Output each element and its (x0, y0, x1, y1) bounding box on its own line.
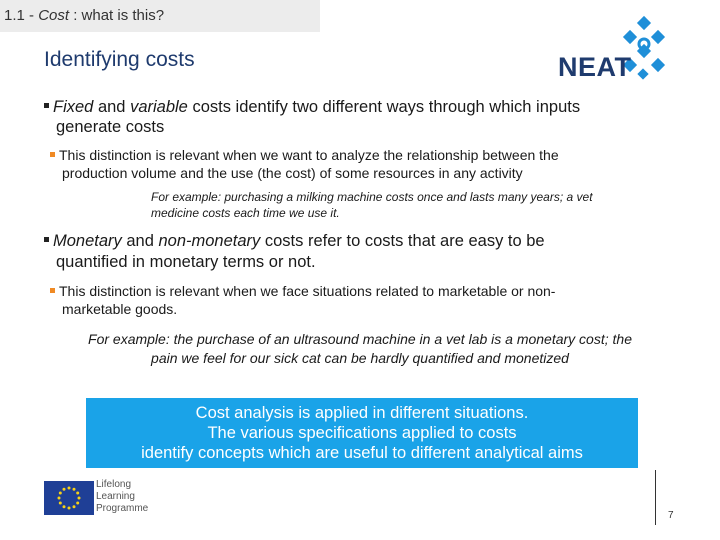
bullet-square-icon (44, 103, 49, 108)
bullet-fixed-variable: Fixed and variable costs identify two different ways through which inputs (44, 97, 580, 117)
example-ultrasound (40, 330, 680, 368)
sub-bullet-square-icon (50, 288, 55, 293)
callout-line2: The various specifications applied to costs (207, 424, 517, 442)
example-milking-machine-line2: medicine costs each time we use it. (151, 206, 340, 220)
bullet-square-icon (44, 237, 49, 242)
eu-stars-icon (44, 481, 94, 515)
page-number: 7 (668, 510, 674, 521)
sub-bullet-production-volume: This distinction is relevant when we want to analyze the relationship between the (50, 146, 559, 164)
sub-bullet-marketable-goods: This distinction is relevant when we face situations related to marketable or non- (50, 282, 555, 300)
llp-line3: Programme (96, 503, 149, 514)
example-milking-machine: For example: purchasing a milking machine costs once and lasts many years; a vet (151, 190, 593, 204)
neat-logo (555, 14, 675, 82)
callout-line3: identify concepts which are useful to different analytical aims (141, 444, 583, 462)
example-ultrasound-line1: For example: the purchase of an ultrasound machine in a vet lab is a monetary cost; the (88, 331, 632, 347)
eu-flag-logo (44, 481, 94, 515)
cost-analysis-callout (86, 398, 638, 468)
slide-title: Identifying costs (44, 48, 195, 71)
sub-bullet-square-icon (50, 152, 55, 157)
lifelong-learning-programme-label (96, 479, 148, 515)
sub-bullet-production-volume-line2: production volume and the use (the cost) of some resources in any activity (62, 165, 523, 181)
sub-bullet-marketable-goods-line2: marketable goods. (62, 301, 178, 317)
llp-line1: Lifelong (96, 479, 132, 490)
bullet-monetary-nonmonetary-line2: quantified in monetary terms or not. (56, 253, 316, 271)
example-ultrasound-line2: pain we feel for our sick cat can be hardly quantified and monetized (151, 350, 569, 366)
neat-logo-text: NEAT (558, 52, 632, 82)
llp-line2: Learning (96, 491, 135, 502)
callout-line1: Cost analysis is applied in different situations. (195, 404, 529, 422)
slide-section-heading: 1.1 - Cost : what is this? (4, 7, 165, 24)
bullet-fixed-variable-line2: generate costs (56, 118, 165, 136)
bullet-monetary-nonmonetary: Monetary and non-monetary costs refer to costs that are easy to be (44, 231, 545, 251)
footer-divider (655, 470, 656, 525)
